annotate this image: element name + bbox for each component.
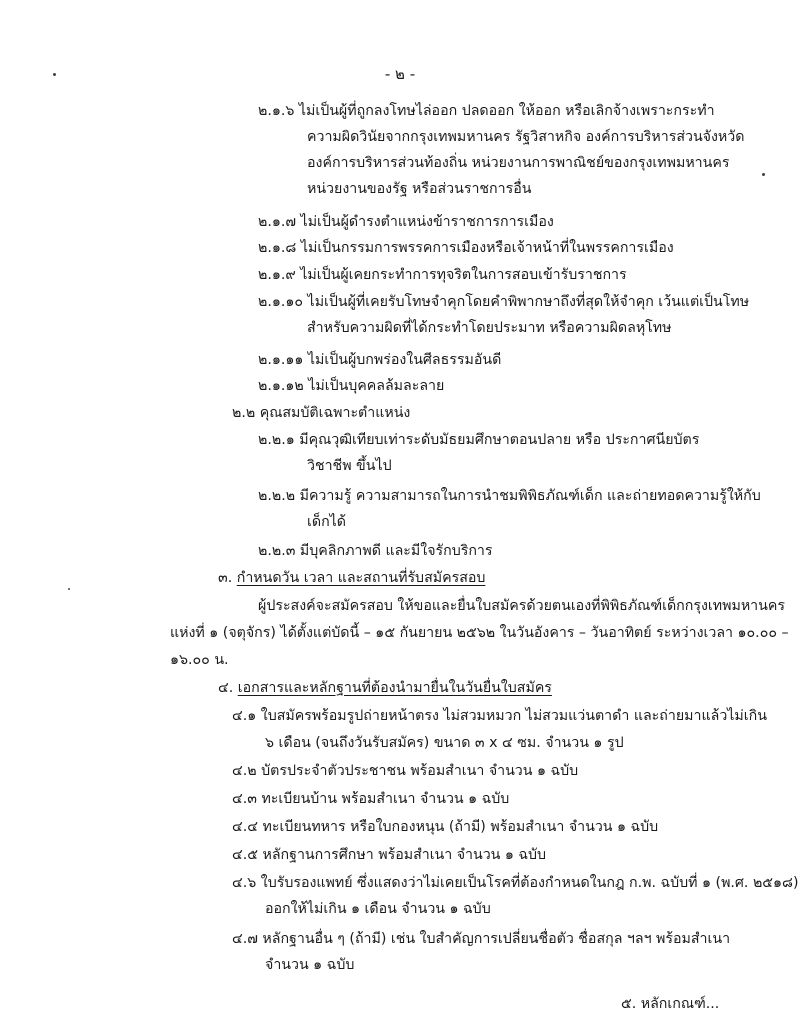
item-2-1-11: ๒.๑.๑๑ ไม่เป็นผู้บกพร่องในศีลธรรมอันดี xyxy=(258,352,502,368)
section-4-number: ๔. xyxy=(218,680,234,696)
item-2-1-6-line-2: ความผิดวินัยจากกรุงเทพมหานคร รัฐวิสาหกิจ องค์การบริหารส่วนจังหวัด xyxy=(307,129,745,145)
item-4-3: ๔.๓ ทะเบียนบ้าน พร้อมสำเนา จำนวน ๑ ฉบับ xyxy=(232,791,510,807)
item-4-2: ๔.๒ บัตรประจำตัวประชาชน พร้อมสำเนา จำนวน ๑ ฉบับ xyxy=(232,763,579,779)
scan-speck xyxy=(68,588,70,590)
item-4-1-line-1: ๔.๑ ใบสมัครพร้อมรูปถ่ายหน้าตรง ไม่สวมหมวก ไม่สวมแว่นตาดำ และถ่ายมาแล้วไม่เกิน xyxy=(232,708,767,724)
item-2-1-10-line-2: สำหรับความผิดที่ได้กระทำโดยประมาท หรือความผิดลหุโทษ xyxy=(307,320,672,336)
item-2-1-8: ๒.๑.๘ ไม่เป็นกรรมการพรรคการเมืองหรือเจ้าหน้าที่ในพรรคการเมือง xyxy=(258,240,674,256)
section-3-title: กำหนดวัน เวลา และสถานที่รับสมัครสอบ xyxy=(236,570,486,586)
item-4-7-line-1: ๔.๗ หลักฐานอื่น ๆ (ถ้ามี) เช่น ใบสำคัญการเปลี่ยนชื่อตัว ชื่อสกุล ฯลฯ พร้อมสำเนา xyxy=(232,931,731,947)
section-4-title: เอกสารและหลักฐานที่ต้องนำมายื่นในวันยื่นใบสมัคร xyxy=(237,680,552,696)
item-4-1-line-2: ๖ เดือน (จนถึงวันรับสมัคร) ขนาด ๓ x ๔ ซม. จำนวน ๑ รูป xyxy=(265,735,624,751)
section-3-body-line-2: แห่งที่ ๑ (จตุจักร) ได้ตั้งแต่บัดนี้ – ๑๕ กันยายน ๒๕๖๒ ในวันอังคาร – วันอาทิตย์ ระหว่างเวลา ๑๐.๐๐ – xyxy=(170,625,789,641)
item-2-1-6-line-3: องค์การบริหารส่วนท้องถิ่น หน่วยงานการพาณิชย์ของกรุงเทพมหานคร xyxy=(307,155,730,171)
scan-speck xyxy=(53,73,56,76)
item-2-1-6-line-4: หน่วยงานของรัฐ หรือส่วนราชการอื่น xyxy=(307,181,532,197)
scan-speck xyxy=(762,173,765,176)
item-4-6-line-2: ออกให้ไม่เกิน ๑ เดือน จำนวน ๑ ฉบับ xyxy=(265,901,491,917)
item-2-1-6-line-1: ๒.๑.๖ ไม่เป็นผู้ที่ถูกลงโทษไล่ออก ปลดออก ให้ออก หรือเลิกจ้างเพราะกระทำ xyxy=(258,103,715,119)
item-4-4: ๔.๔ ทะเบียนทหาร หรือใบกองหนุน (ถ้ามี) พร้อมสำเนา จำนวน ๑ ฉบับ xyxy=(232,819,659,835)
page-number: - ๒ - xyxy=(384,65,416,83)
item-4-5: ๔.๕ หลักฐานการศึกษา พร้อมสำเนา จำนวน ๑ ฉบับ xyxy=(232,847,547,863)
item-2-2-2-line-2: เด็กได้ xyxy=(307,514,347,530)
section-3-body-line-3: ๑๖.๐๐ น. xyxy=(170,652,229,668)
continuation-text: ๕. หลักเกณฑ์... xyxy=(621,996,720,1012)
section-4-heading xyxy=(218,678,552,698)
item-2-1-12: ๒.๑.๑๒ ไม่เป็นบุคคลล้มละลาย xyxy=(258,378,445,394)
item-2-1-7: ๒.๑.๗ ไม่เป็นผู้ดำรงตำแหน่งข้าราชการการเมือง xyxy=(258,214,554,230)
item-2-1-9: ๒.๑.๙ ไม่เป็นผู้เคยกระทำการทุจริตในการสอบเข้ารับราชการ xyxy=(258,267,627,283)
item-2-2-1-line-1: ๒.๒.๑ มีคุณวุฒิเทียบเท่าระดับมัธยมศึกษาตอนปลาย หรือ ประกาศนียบัตร xyxy=(258,432,700,448)
section-3-body-line-1: ผู้ประสงค์จะสมัครสอบ ให้ขอและยื่นใบสมัครด้วยตนเองที่พิพิธภัณฑ์เด็กกรุงเทพมหานคร xyxy=(258,598,785,614)
item-2-2-3: ๒.๒.๓ มีบุคลิกภาพดี และมีใจรักบริการ xyxy=(258,543,493,559)
item-4-6-line-1: ๔.๖ ใบรับรองแพทย์ ซึ่งแสดงว่าไม่เคยเป็นโรคที่ต้องกำหนดในกฎ ก.พ. ฉบับที่ ๑ (พ.ศ. ๒๕๑๘) xyxy=(232,875,799,891)
item-2-2-1-line-2: วิชาชีพ ขึ้นไป xyxy=(307,458,392,474)
section-3-number: ๓. xyxy=(218,570,233,586)
section-3-heading xyxy=(218,568,485,588)
item-4-7-line-2: จำนวน ๑ ฉบับ xyxy=(265,957,355,973)
item-2-2-2-line-1: ๒.๒.๒ มีความรู้ ความสามารถในการนำชมพิพิธภัณฑ์เด็ก และถ่ายทอดความรู้ให้กับ xyxy=(258,488,761,504)
section-2-2-heading: ๒.๒ คุณสมบัติเฉพาะตำแหน่ง xyxy=(232,405,411,421)
item-2-1-10-line-1: ๒.๑.๑๐ ไม่เป็นผู้ที่เคยรับโทษจำคุกโดยคำพิพากษาถึงที่สุดให้จำคุก เว้นแต่เป็นโทษ xyxy=(258,294,750,310)
